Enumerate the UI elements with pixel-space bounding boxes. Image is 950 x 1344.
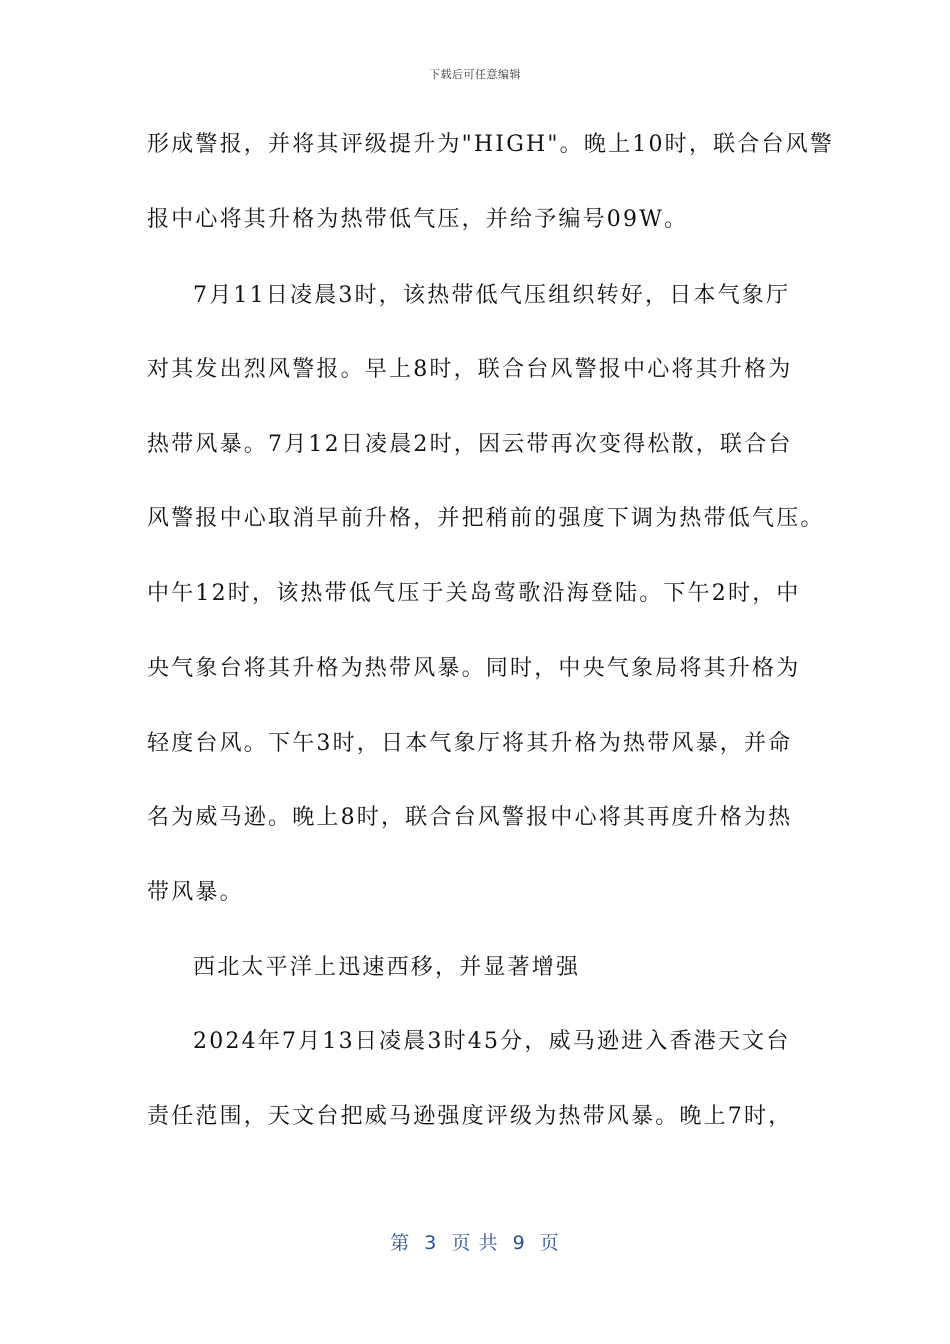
section-heading: 西北太平洋上迅速西移，并显著增强 <box>193 955 581 980</box>
text-line: 形成警报，并将其评级提升为"HIGH"。晚上10时，联合台风警 <box>147 132 835 157</box>
text-line: 2024年7月13日凌晨3时45分，威马逊进入香港天文台 <box>193 1029 791 1054</box>
text-line: 中午12时，该热带低气压于关岛莺歌沿海登陆。下午2时，中 <box>147 581 801 606</box>
text-line: 对其发出烈风警报。早上8时，联合台风警报中心将其升格为 <box>147 357 793 382</box>
text-line: 风警报中心取消早前升格，并把稍前的强度下调为热带低气压。 <box>147 506 825 531</box>
text-line: 名为威马逊。晚上8时，联合台风警报中心将其再度升格为热 <box>147 805 793 830</box>
page-header: 下载后可任意编辑 <box>429 68 521 81</box>
text-line: 央气象台将其升格为热带风暴。同时，中央气象局将其升格为 <box>147 656 801 681</box>
text-line: 7月11日凌晨3时，该热带低气压组织转好，日本气象厅 <box>193 283 791 308</box>
text-line: 报中心将其升格为热带低气压，并给予编号09W。 <box>147 207 689 232</box>
text-line: 轻度台风。下午3时，日本气象厅将其升格为热带风暴，并命 <box>147 731 793 756</box>
text-line: 热带风暴。7月12日凌晨2时，因云带再次变得松散，联合台 <box>147 432 793 457</box>
page-number-footer: 第 3 页 共 9 页 <box>390 1232 560 1254</box>
text-line: 责任范围，天文台把威马逊强度评级为热带风暴。晚上7时， <box>147 1104 793 1129</box>
text-line: 带风暴。 <box>147 880 244 905</box>
